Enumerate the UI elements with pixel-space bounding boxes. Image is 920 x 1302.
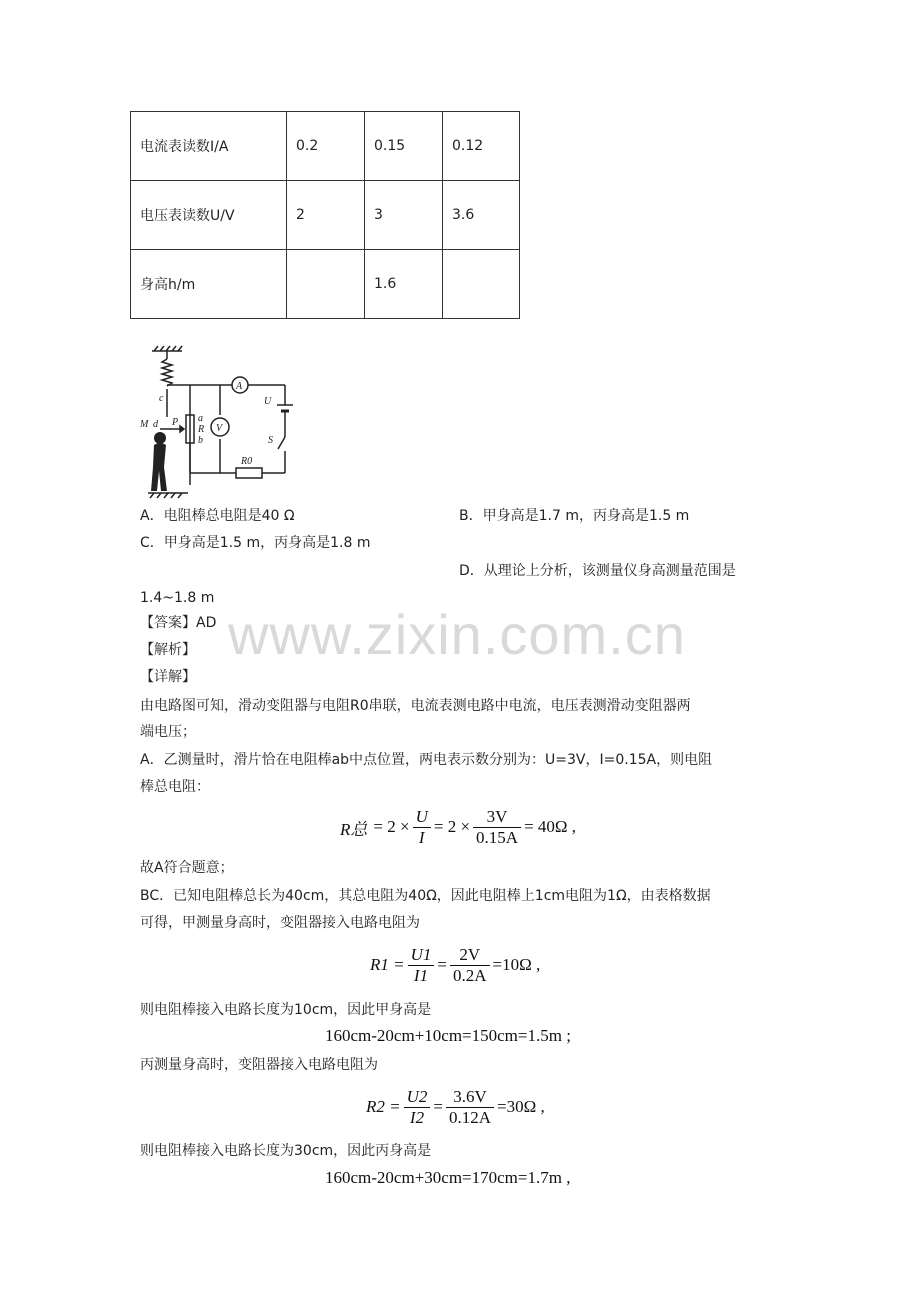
table-row: [131, 181, 520, 250]
paragraph: A．乙测量时，滑片恰在电阻棒ab中点位置，两电表示数分别为：U=3V，I=0.15A，则电阻: [140, 752, 713, 768]
data-table: [130, 111, 520, 319]
person-icon: [151, 432, 167, 491]
table-cell: 0.2: [287, 112, 365, 181]
denominator: I: [418, 827, 425, 847]
fraction: [404, 1087, 431, 1128]
numerator: U: [413, 807, 431, 828]
numerator: U1: [408, 945, 435, 966]
eq-rhs: = 40Ω ,: [524, 817, 577, 836]
denominator: 0.15A: [476, 827, 519, 847]
table-cell: 电压表读数U/V: [131, 181, 287, 250]
paragraph: 丙测量身高时，变阻器接入电路电阻为: [140, 1057, 378, 1073]
label-c: c: [159, 393, 164, 404]
detail-heading: 【详解】: [140, 669, 196, 685]
paragraph: 由电路图可知，滑动变阻器与电阻R0串联，电流表测电路中电流，电压表测滑动变阻器两: [140, 698, 691, 714]
paragraph: 端电压；: [140, 724, 196, 740]
answer: 【答案】AD: [140, 615, 217, 631]
table-cell: 1.6: [365, 250, 443, 319]
label-a-meter: A: [236, 381, 243, 392]
equation-2: [370, 940, 540, 990]
table-row: [131, 112, 520, 181]
denominator: I1: [413, 965, 429, 985]
label-r: R: [198, 424, 205, 435]
paragraph: 故A符合题意；: [140, 860, 234, 876]
label-r0: R0: [241, 456, 253, 467]
eq-rhs: =30Ω ,: [497, 1097, 545, 1116]
denominator: 0.2A: [452, 965, 487, 985]
label-b: b: [198, 435, 203, 446]
eq-lhs: R总: [340, 819, 368, 839]
analysis-heading: 【解析】: [140, 642, 196, 658]
eq-op: = 2 ×: [433, 817, 471, 836]
numerator: 3.6V: [446, 1087, 494, 1108]
label-a: a: [198, 413, 203, 424]
numerator: 2V: [450, 945, 490, 966]
label-v-meter: V: [216, 423, 223, 434]
label-m: M: [140, 419, 149, 430]
circuit-diagram: [140, 345, 300, 500]
table-cell: [443, 250, 520, 319]
table-cell: 身高h/m: [131, 250, 287, 319]
option-c: C．甲身高是1.5 m，丙身高是1.8 m: [140, 535, 371, 551]
eq-op: =: [437, 955, 447, 974]
label-u: U: [264, 396, 272, 407]
option-d-cont: 1.4~1.8 m: [140, 590, 215, 606]
paragraph: 棒总电阻：: [140, 779, 210, 795]
numerator: 3V: [473, 807, 521, 828]
paragraph: 则电阻棒接入电路长度为10cm，因此甲身高是: [140, 1002, 432, 1018]
table-cell: 电流表读数I/A: [131, 112, 287, 181]
option-a: A．电阻棒总电阻是40 Ω: [140, 508, 295, 524]
paragraph: 可得，甲测量身高时，变阻器接入电路电阻为: [140, 915, 420, 931]
fraction: [446, 1087, 494, 1128]
fraction: [473, 807, 521, 848]
eq-op: = 2 ×: [373, 817, 410, 836]
table-row: [131, 250, 520, 319]
eq-rhs: =10Ω ,: [492, 955, 541, 974]
denominator: 0.12A: [448, 1107, 492, 1127]
label-p: P: [172, 417, 179, 428]
eq-lhs: R1 =: [370, 955, 405, 974]
label-s: S: [268, 435, 273, 446]
equation-1: [340, 802, 576, 852]
equation-3: 160cm-20cm+10cm=150cm=1.5m ;: [325, 1026, 571, 1045]
fraction: [413, 807, 431, 848]
eq-lhs: R2 =: [366, 1097, 401, 1116]
paragraph: BC．已知电阻棒总长为40cm，其总电阻为40Ω，因此电阻棒上1cm电阻为1Ω，由表格数据: [140, 888, 711, 904]
equation-5: 160cm-20cm+30cm=170cm=1.7m ,: [325, 1168, 571, 1187]
watermark: www.zixin.com.cn: [228, 603, 686, 666]
denominator: I2: [409, 1107, 425, 1127]
fraction: [450, 945, 490, 986]
table-cell: 3.6: [443, 181, 520, 250]
table-cell: 0.15: [365, 112, 443, 181]
table-cell: 2: [287, 181, 365, 250]
label-d: d: [153, 419, 158, 430]
table-cell: 3: [365, 181, 443, 250]
fraction: [408, 945, 435, 986]
eq-op: =: [433, 1097, 443, 1116]
table-cell: 0.12: [443, 112, 520, 181]
paragraph: 则电阻棒接入电路长度为30cm，因此丙身高是: [140, 1143, 432, 1159]
numerator: U2: [404, 1087, 431, 1108]
equation-4: [366, 1082, 545, 1132]
table-cell: [287, 250, 365, 319]
option-d: D．从理论上分析，该测量仪身高测量范围是: [459, 563, 736, 579]
option-b: B．甲身高是1.7 m，丙身高是1.5 m: [459, 508, 690, 524]
